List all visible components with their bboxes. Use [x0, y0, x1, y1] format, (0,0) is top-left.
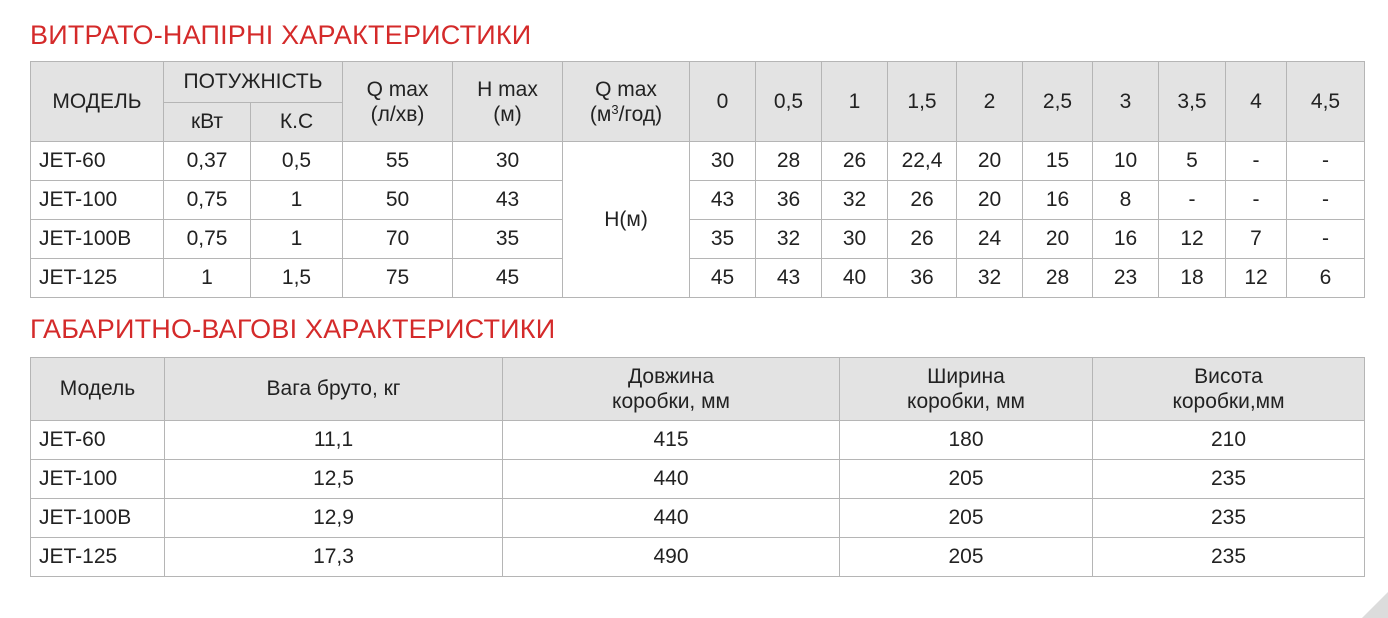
- height-header: Висота коробки,мм: [1093, 358, 1365, 421]
- length-header: Довжина коробки, мм: [503, 358, 840, 421]
- width-cell: 205: [840, 538, 1093, 577]
- power-header: ПОТУЖНІСТЬ: [164, 62, 343, 103]
- performance-section-title: ВИТРАТО-НАПІРНІ ХАРАКТЕРИСТИКИ: [30, 20, 532, 50]
- model-cell: JET-60: [31, 421, 165, 460]
- dimensions-section-title: ГАБАРИТНО-ВАГОВІ ХАРАКТЕРИСТИКИ: [30, 314, 556, 344]
- q-max-cell: 70: [343, 220, 453, 259]
- length-cell: 440: [503, 460, 840, 499]
- kw-header: кВт: [164, 103, 251, 142]
- width-cell: 180: [840, 421, 1093, 460]
- model-header: Модель: [31, 358, 165, 421]
- flow-point-header: 3: [1093, 62, 1159, 142]
- flow-point-header: 2,5: [1023, 62, 1093, 142]
- page-corner-shade: [1362, 592, 1388, 618]
- hp-header: К.С: [251, 103, 343, 142]
- head-cell: 28: [1023, 259, 1093, 298]
- head-cell: 20: [957, 142, 1023, 181]
- hp-cell: 1: [251, 181, 343, 220]
- dimensions-table: [30, 357, 1365, 577]
- length-cell: 490: [503, 538, 840, 577]
- head-cell: 35: [690, 220, 756, 259]
- width-cell: 205: [840, 499, 1093, 538]
- model-cell: JET-60: [31, 142, 164, 181]
- head-label-cell: H(м): [563, 142, 690, 298]
- weight-cell: 12,9: [165, 499, 503, 538]
- head-cell: 32: [822, 181, 888, 220]
- weight-cell: 11,1: [165, 421, 503, 460]
- height-cell: 235: [1093, 460, 1365, 499]
- head-cell: 5: [1159, 142, 1226, 181]
- weight-cell: 12,5: [165, 460, 503, 499]
- head-cell: 30: [690, 142, 756, 181]
- q-max-lpm-header: Q max (л/хв): [343, 62, 453, 142]
- head-cell: 7: [1226, 220, 1287, 259]
- model-cell: JET-100B: [31, 499, 165, 538]
- q-max-cell: 75: [343, 259, 453, 298]
- head-cell: 32: [756, 220, 822, 259]
- head-cell: 6: [1287, 259, 1365, 298]
- head-cell: 16: [1093, 220, 1159, 259]
- head-cell: 16: [1023, 181, 1093, 220]
- performance-table: [30, 61, 1365, 298]
- height-cell: 210: [1093, 421, 1365, 460]
- head-cell: 15: [1023, 142, 1093, 181]
- kw-cell: 0,75: [164, 220, 251, 259]
- head-cell: 20: [1023, 220, 1093, 259]
- h-max-cell: 45: [453, 259, 563, 298]
- head-cell: 23: [1093, 259, 1159, 298]
- head-cell: 8: [1093, 181, 1159, 220]
- head-cell: 36: [888, 259, 957, 298]
- table-row: [31, 460, 1365, 499]
- head-cell: 43: [756, 259, 822, 298]
- head-cell: 28: [756, 142, 822, 181]
- flow-point-header: 0: [690, 62, 756, 142]
- table-row: [31, 421, 1365, 460]
- head-cell: 45: [690, 259, 756, 298]
- q-max-cell: 50: [343, 181, 453, 220]
- head-cell: 12: [1226, 259, 1287, 298]
- hp-cell: 1: [251, 220, 343, 259]
- head-cell: -: [1287, 142, 1365, 181]
- weight-cell: 17,3: [165, 538, 503, 577]
- head-cell: -: [1226, 181, 1287, 220]
- model-cell: JET-125: [31, 538, 165, 577]
- h-max-cell: 43: [453, 181, 563, 220]
- length-cell: 415: [503, 421, 840, 460]
- height-cell: 235: [1093, 538, 1365, 577]
- table-row: [31, 181, 1365, 220]
- kw-cell: 0,75: [164, 181, 251, 220]
- table-row: [31, 499, 1365, 538]
- head-cell: -: [1287, 220, 1365, 259]
- flow-point-header: 3,5: [1159, 62, 1226, 142]
- head-cell: 24: [957, 220, 1023, 259]
- model-cell: JET-100B: [31, 220, 164, 259]
- head-cell: 30: [822, 220, 888, 259]
- height-cell: 235: [1093, 499, 1365, 538]
- kw-cell: 0,37: [164, 142, 251, 181]
- table-row: [31, 538, 1365, 577]
- head-cell: -: [1287, 181, 1365, 220]
- head-cell: 36: [756, 181, 822, 220]
- hp-cell: 1,5: [251, 259, 343, 298]
- table-row: [31, 142, 1365, 181]
- flow-point-header: 2: [957, 62, 1023, 142]
- width-header: Ширина коробки, мм: [840, 358, 1093, 421]
- h-max-header: H max (м): [453, 62, 563, 142]
- hp-cell: 0,5: [251, 142, 343, 181]
- head-cell: 32: [957, 259, 1023, 298]
- length-cell: 440: [503, 499, 840, 538]
- model-header: МОДЕЛЬ: [31, 62, 164, 142]
- kw-cell: 1: [164, 259, 251, 298]
- head-cell: 12: [1159, 220, 1226, 259]
- head-cell: 10: [1093, 142, 1159, 181]
- head-cell: 43: [690, 181, 756, 220]
- flow-point-header: 4,5: [1287, 62, 1365, 142]
- flow-point-header: 1,5: [888, 62, 957, 142]
- head-cell: -: [1226, 142, 1287, 181]
- q-max-m3h-header: Q max $(м^3/год)$: [563, 62, 690, 142]
- model-cell: JET-100: [31, 460, 165, 499]
- weight-header: Вага бруто, кг: [165, 358, 503, 421]
- head-cell: -: [1159, 181, 1226, 220]
- head-cell: 26: [888, 220, 957, 259]
- head-cell: 26: [822, 142, 888, 181]
- head-cell: 26: [888, 181, 957, 220]
- flow-point-header: 0,5: [756, 62, 822, 142]
- table-row: [31, 259, 1365, 298]
- head-cell: 20: [957, 181, 1023, 220]
- width-cell: 205: [840, 460, 1093, 499]
- head-cell: 22,4: [888, 142, 957, 181]
- h-max-cell: 35: [453, 220, 563, 259]
- h-max-cell: 30: [453, 142, 563, 181]
- model-cell: JET-100: [31, 181, 164, 220]
- model-cell: JET-125: [31, 259, 164, 298]
- flow-point-header: 4: [1226, 62, 1287, 142]
- q-max-cell: 55: [343, 142, 453, 181]
- head-cell: 18: [1159, 259, 1226, 298]
- table-row: [31, 220, 1365, 259]
- flow-point-header: 1: [822, 62, 888, 142]
- head-cell: 40: [822, 259, 888, 298]
